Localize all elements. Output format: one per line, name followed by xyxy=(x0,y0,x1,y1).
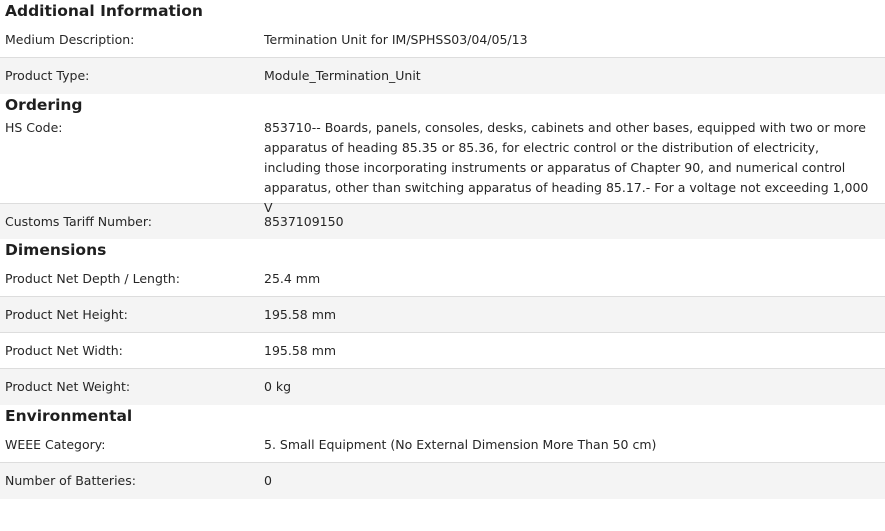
detail-label: Product Net Height: xyxy=(5,307,128,322)
detail-value: 5. Small Equipment (No External Dimension More Than 50 cm) xyxy=(264,437,657,452)
detail-label: HS Code: xyxy=(5,120,63,135)
detail-row-product-net-height xyxy=(0,297,885,333)
detail-label: Product Net Weight: xyxy=(5,379,131,394)
section-title-environmental: Environmental xyxy=(5,407,133,425)
detail-label: WEEE Category: xyxy=(5,437,106,452)
detail-row-number-of-batteries xyxy=(0,463,885,499)
detail-label: Product Net Width: xyxy=(5,343,123,358)
detail-label: Medium Description: xyxy=(5,32,135,47)
detail-row-customs-tariff-number xyxy=(0,204,885,239)
detail-row-weee-category xyxy=(0,427,885,463)
detail-value: 195.58 mm xyxy=(264,343,337,358)
detail-value: 853710-- Boards, panels, consoles, desks, cabinets and other bases, equipped with two or more apparatus of heading 85.35 or 85.36, for electric control or the distribution of electricity, including those incorporating instruments or apparatus of Chapter 90, and numerical control apparatus, other than switching apparatus of heading 85.17.- For a voltage not exceeding 1,000 V xyxy=(264,120,869,215)
detail-row-product-type xyxy=(0,58,885,94)
detail-value: 0 xyxy=(264,473,272,488)
detail-row-hs-code xyxy=(0,116,885,215)
detail-label: Product Type: xyxy=(5,68,90,83)
section-title-dimensions: Dimensions xyxy=(5,241,107,259)
detail-value: Termination Unit for IM/SPHSS03/04/05/13 xyxy=(264,32,528,47)
detail-value: 25.4 mm xyxy=(264,271,321,286)
detail-row-medium-description xyxy=(0,22,885,58)
detail-value: Module_Termination_Unit xyxy=(264,68,421,83)
detail-row-product-net-width xyxy=(0,333,885,369)
detail-row-product-net-depth xyxy=(0,261,885,297)
detail-value: 195.58 mm xyxy=(264,307,337,322)
detail-value: 0 kg xyxy=(264,379,292,394)
detail-value: 8537109150 xyxy=(264,214,344,229)
detail-row-product-net-weight xyxy=(0,369,885,405)
detail-label: Product Net Depth / Length: xyxy=(5,271,180,286)
section-title-ordering: Ordering xyxy=(5,96,83,114)
section-title-additional-information: Additional Information xyxy=(5,2,203,20)
detail-label: Customs Tariff Number: xyxy=(5,214,153,229)
detail-label: Number of Batteries: xyxy=(5,473,136,488)
